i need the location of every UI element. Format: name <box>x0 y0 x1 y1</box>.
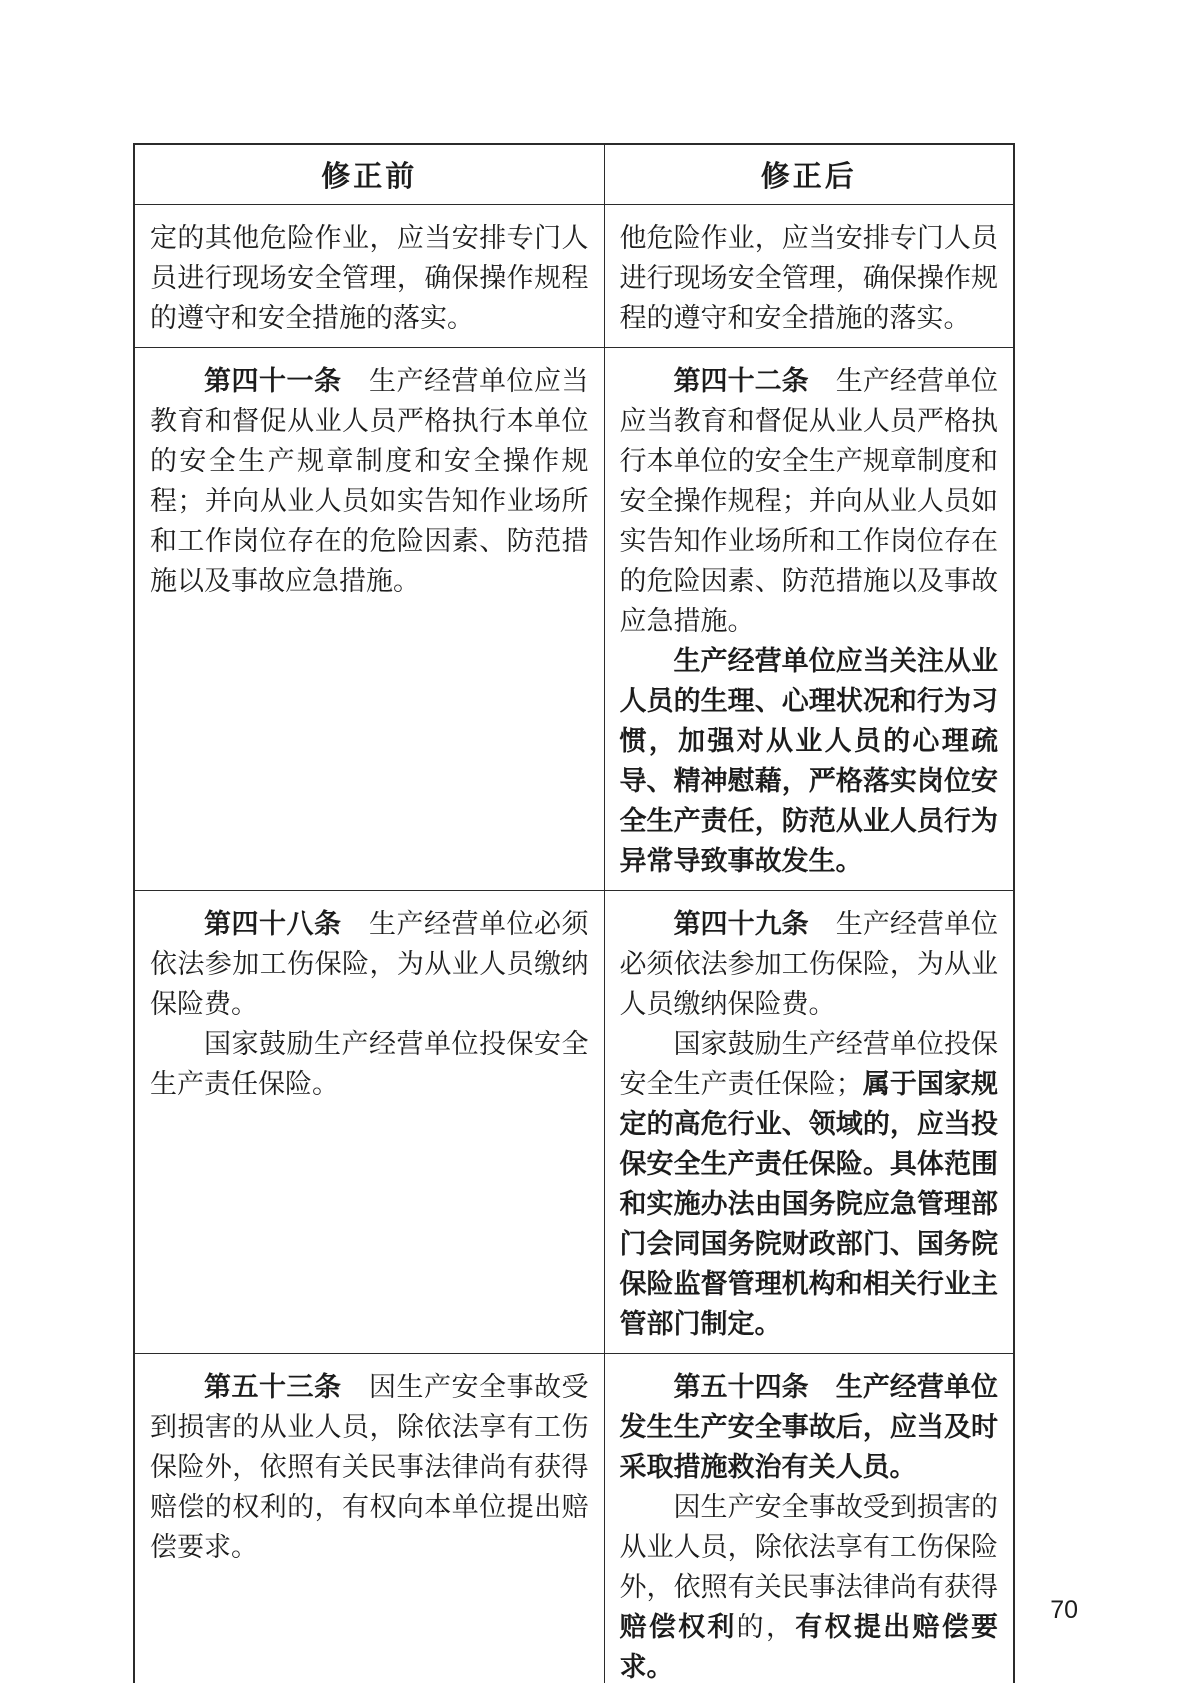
amended-text: 第四十九条 <box>673 909 836 939</box>
amended-text: 有权提出赔偿要求。 <box>619 1612 999 1682</box>
table-body <box>134 205 1014 1683</box>
cell-after <box>604 1354 1014 1683</box>
body-text: 生产经营单位应当教育和督促从业人员严格执行本单位的安全生产规章制度和安全操作规程；并向从业人员如实告知作业场所和工作岗位存在的危险因素、防范措施以及事故应急措施。 <box>150 366 589 596</box>
cell-after <box>604 205 1014 348</box>
paragraph <box>150 904 589 1024</box>
body-text: 生产经营单位应当教育和督促从业人员严格执行本单位的安全生产规章制度和安全操作规程；并向从业人员如实告知作业场所和工作岗位存在的危险因素、防范措施以及事故应急措施。 <box>619 366 999 636</box>
paragraph <box>620 1367 999 1487</box>
paragraph <box>620 641 999 881</box>
cell-before <box>134 348 604 891</box>
paragraph <box>620 218 999 338</box>
cell-after <box>604 348 1014 891</box>
amended-text: 赔偿权利 <box>619 1612 737 1642</box>
body-text: 生产经营单位必须依法参加工伤保险，为从业人员缴纳保险费。 <box>150 909 589 1019</box>
cell-before <box>134 891 604 1354</box>
paragraph <box>150 218 589 338</box>
amended-text: 第五十三条 <box>204 1372 369 1402</box>
body-text: 的， <box>736 1612 796 1642</box>
body-text: 定的其他危险作业，应当安排专门人员进行现场安全管理，确保操作规程的遵守和安全措施的落实。 <box>150 223 589 333</box>
body-text: 因生产安全事故受到损害的从业人员，除依法享有工伤保险外，依照有关民事法律尚有获得赔偿的权利的，有权向本单位提出赔偿要求。 <box>150 1372 589 1562</box>
paragraph <box>150 361 589 601</box>
paragraph <box>620 904 999 1024</box>
page-number: 70 <box>1050 1596 1078 1624</box>
paragraph <box>620 361 999 641</box>
cell-after <box>604 891 1014 1354</box>
body-text: 他危险作业，应当安排专门人员进行现场安全管理，确保操作规程的遵守和安全措施的落实。 <box>619 223 998 333</box>
table-row <box>134 348 1014 891</box>
cell-before <box>134 205 604 348</box>
column-header-before: 修正前 <box>134 144 604 205</box>
body-text: 国家鼓励生产经营单位投保安全生产责任保险； <box>619 1029 998 1099</box>
paragraph <box>620 1487 999 1683</box>
comparison-table <box>133 143 1015 1683</box>
table-row <box>134 1354 1014 1683</box>
amended-text: 第四十二条 <box>673 366 836 396</box>
body-text: 国家鼓励生产经营单位投保安全生产责任保险。 <box>150 1029 589 1099</box>
body-text: 因生产安全事故受到损害的从业人员，除依法享有工伤保险外，依照有关民事法律尚有获得 <box>619 1492 998 1602</box>
paragraph <box>620 1024 999 1344</box>
table-row <box>134 205 1014 348</box>
paragraph <box>150 1024 589 1104</box>
amended-text: 第四十八条 <box>204 909 369 939</box>
amended-text: 第五十四条 生产经营单位发生生产安全事故后，应当及时采取措施救治有关人员。 <box>619 1372 998 1482</box>
header-row <box>134 144 1014 205</box>
amended-text: 属于国家规定的高危行业、领域的，应当投保安全生产责任保险。具体范围和实施办法由国务院应急管理部门会同国务院财政部门、国务院保险监督管理机构和相关行业主管部门制定。 <box>619 1069 999 1339</box>
table-row <box>134 891 1014 1354</box>
column-header-after: 修正后 <box>604 144 1014 205</box>
amended-text: 第四十一条 <box>204 366 369 396</box>
body-text: 生产经营单位必须依法参加工伤保险，为从业人员缴纳保险费。 <box>619 909 999 1019</box>
amended-text: 生产经营单位应当关注从业人员的生理、心理状况和行为习惯，加强对从业人员的心理疏导、精神慰藉，严格落实岗位安全生产责任，防范从业人员行为异常导致事故发生。 <box>619 646 998 876</box>
paragraph <box>150 1367 589 1567</box>
cell-before <box>134 1354 604 1683</box>
